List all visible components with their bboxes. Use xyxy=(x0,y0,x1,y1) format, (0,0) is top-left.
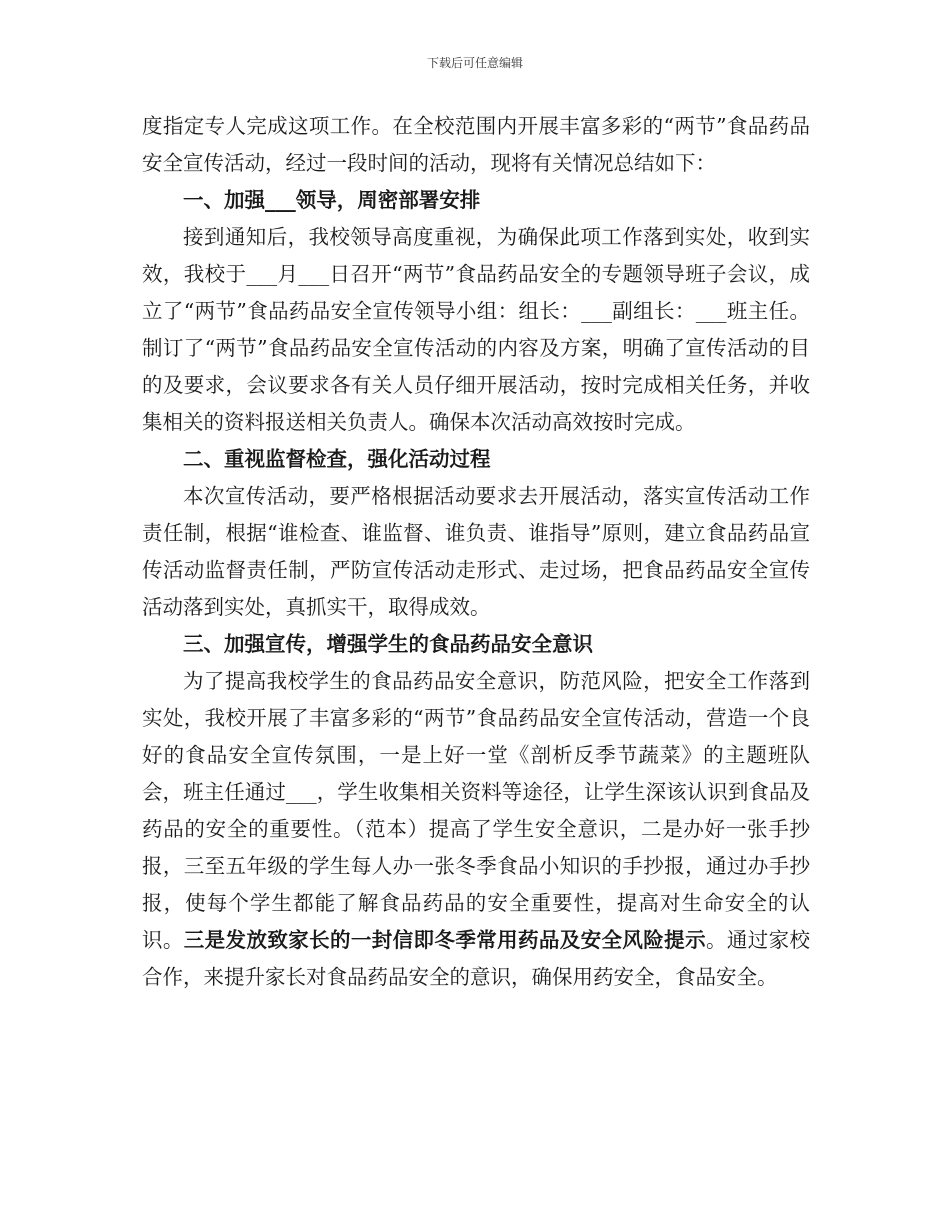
paragraph-section-2: 本次宣传活动，要严格根据活动要求去开展活动，落实宣传活动工作责任制，根据“谁检查、谁监督、谁负责、谁指导”原则，建立食品药品宣传活动监督责任制，严防宣传活动走形式、走过场，把食品药品安全宣传活动落到实处，真抓实干，取得成效。 xyxy=(142,484,810,619)
paragraph-section-3-bold: 三是发放致家长的一封信即冬季常用药品及安全风险提示 xyxy=(183,928,706,952)
paragraph-section-3-text: 为了提高我校学生的食品药品安全意识，防范风险，把安全工作落到实处，我校开展了丰富多彩的“两节”食品药品安全宣传活动，营造一个良好的食品安全宣传氛围，一是上好一堂《剖析反季节蔬菜》的主题班队会，班主任通过___，学生收集相关资料等途径，让学生深该认识到食品及药品的安全的重要性。（范本）提高了学生安全意识，二是办好一张手抄报，三至五年级的学生每人办一张冬季食品小知识的手抄报，通过办手抄报，使每个学生都能了解食品药品的安全重要性，提高对生命安全的认识。 xyxy=(142,669,810,952)
page-header: 下载后可任意编辑 xyxy=(426,56,523,70)
section-heading-3: 三、加强宣传，增强学生的食品药品安全意识 xyxy=(183,632,593,656)
section-heading-1: 一、加强___领导，周密部署安排 xyxy=(183,188,481,212)
paragraph-intro: 度指定专人完成这项工作。在全校范围内开展丰富多彩的“两节”食品药品安全宣传活动，经过一段时间的活动，现将有关情况总结如下： xyxy=(142,114,810,175)
paragraph-section-1: 接到通知后，我校领导高度重视，为确保此项工作落到实处，收到实效，我校于___月___日召开“两节”食品药品安全的专题领导班子会议，成立了“两节”食品药品安全宣传领导小组：组长：___副组长：___班主任。制订了“两节”食品药品安全宣传活动的内容及方案，明确了宣传活动的目的及要求，会议要求各有关人员仔细开展活动，按时完成相关任务，并收集相关的资料报送相关负责人。确保本次活动高效按时完成。 xyxy=(142,225,810,434)
document-body xyxy=(142,108,810,996)
section-heading-2: 二、重视监督检查，强化活动过程 xyxy=(183,447,491,471)
paragraph-section-3 xyxy=(142,663,810,996)
paragraph-section-3-tail: 。通过家校合作，来提升家长对食品药品安全的意识，确保用药安全，食品安全。 xyxy=(142,928,811,989)
